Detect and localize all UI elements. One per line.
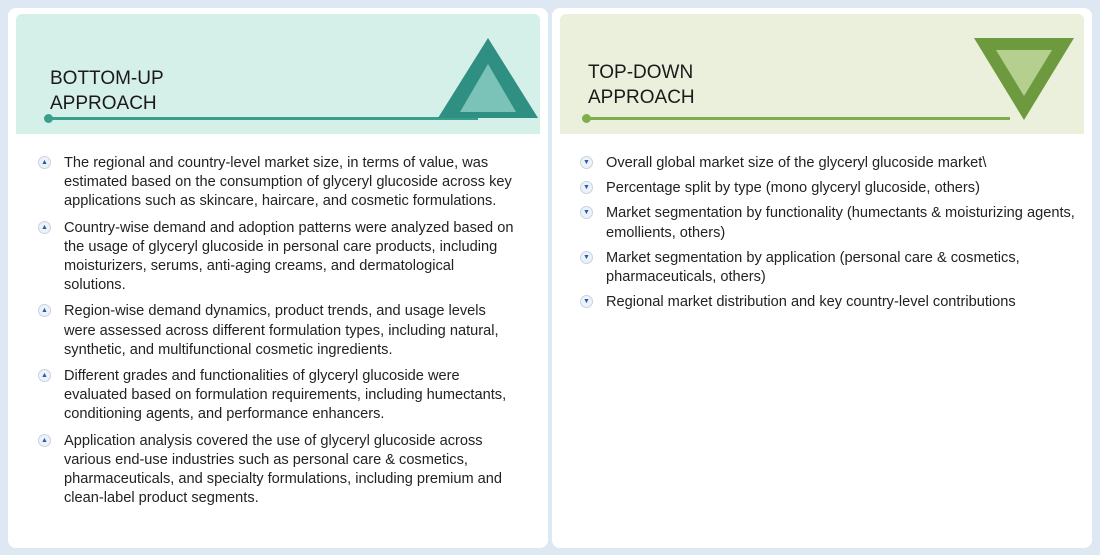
triangle-up-bullet-icon: ▲ — [38, 369, 51, 382]
item-text: Market segmentation by application (personal care & cosmetics, pharmaceuticals, others) — [606, 249, 1020, 286]
triangle-down-bullet-icon: ▼ — [580, 295, 593, 308]
item-text: Application analysis covered the use of glyceryl glucoside across various end-use industries such as personal care & cosmetics, pharmaceuticals, and specialty formulations, including premium and clean-label product segments. — [64, 432, 503, 507]
item-text: Overall global market size of the glyceryl glucoside market\ — [606, 155, 987, 171]
triangle-down-bullet-icon: ▼ — [580, 206, 593, 219]
triangle-up-icon — [436, 36, 540, 120]
item-text: Percentage split by type (mono glyceryl glucoside, others) — [606, 180, 980, 197]
triangle-down-bullet-icon: ▼ — [580, 156, 593, 169]
title-line: APPROACH — [588, 87, 695, 108]
title-line: BOTTOM-UP — [50, 68, 164, 89]
triangle-up-bullet-icon: ▲ — [38, 156, 51, 169]
title-line: TOP-DOWN — [588, 62, 694, 83]
item-text: The regional and country-level market size, in terms of value, was estimated based on the consumption of glyceryl glucoside across key applications such as skincare, haircare, and cosmetic formulations. — [64, 155, 512, 210]
list-item — [38, 154, 518, 212]
list-item — [580, 293, 1080, 312]
bottom-up-list — [38, 154, 518, 515]
list-item — [580, 204, 1080, 242]
triangle-down-bullet-icon: ▼ — [580, 181, 593, 194]
item-text: Different grades and functionalities of glyceryl glucoside were evaluated based on formulation requirements, including humectants, conditioning agents, and performance enhancers. — [64, 368, 507, 423]
triangle-up-bullet-icon: ▲ — [38, 434, 51, 447]
list-item — [580, 179, 1080, 198]
list-item — [580, 249, 1080, 287]
top-down-panel — [552, 8, 1092, 548]
top-down-title — [588, 60, 695, 110]
bottom-up-panel — [8, 8, 548, 548]
item-text: Region-wise demand dynamics, product trends, and usage levels were assessed across different formulation types, including natural, synthetic, and multifunctional cosmetic ingredients. — [64, 303, 499, 358]
item-text: Market segmentation by functionality (humectants & moisturizing agents, emollients, others) — [606, 205, 1075, 241]
top-down-header — [560, 14, 1084, 134]
list-item — [580, 154, 1080, 173]
item-text: Country-wise demand and adoption patterns were analyzed based on the usage of glyceryl glucoside in personal care products, including moisturizers, serums, anti-aging creams, and dermatological solutions. — [64, 219, 514, 294]
top-down-list — [580, 154, 1080, 318]
list-item — [38, 219, 518, 296]
item-text: Regional market distribution and key country-level contributions — [606, 294, 1016, 311]
triangle-up-bullet-icon: ▲ — [38, 304, 51, 317]
triangle-down-icon — [972, 36, 1076, 122]
triangle-up-bullet-icon: ▲ — [38, 221, 51, 234]
triangle-down-bullet-icon: ▼ — [580, 251, 593, 264]
list-item — [38, 432, 518, 509]
list-item — [38, 302, 518, 360]
header-line — [48, 117, 478, 120]
header-line — [586, 117, 1010, 120]
title-line: APPROACH — [50, 93, 157, 114]
bottom-up-title — [50, 66, 164, 116]
bottom-up-header — [16, 14, 540, 134]
list-item — [38, 367, 518, 425]
